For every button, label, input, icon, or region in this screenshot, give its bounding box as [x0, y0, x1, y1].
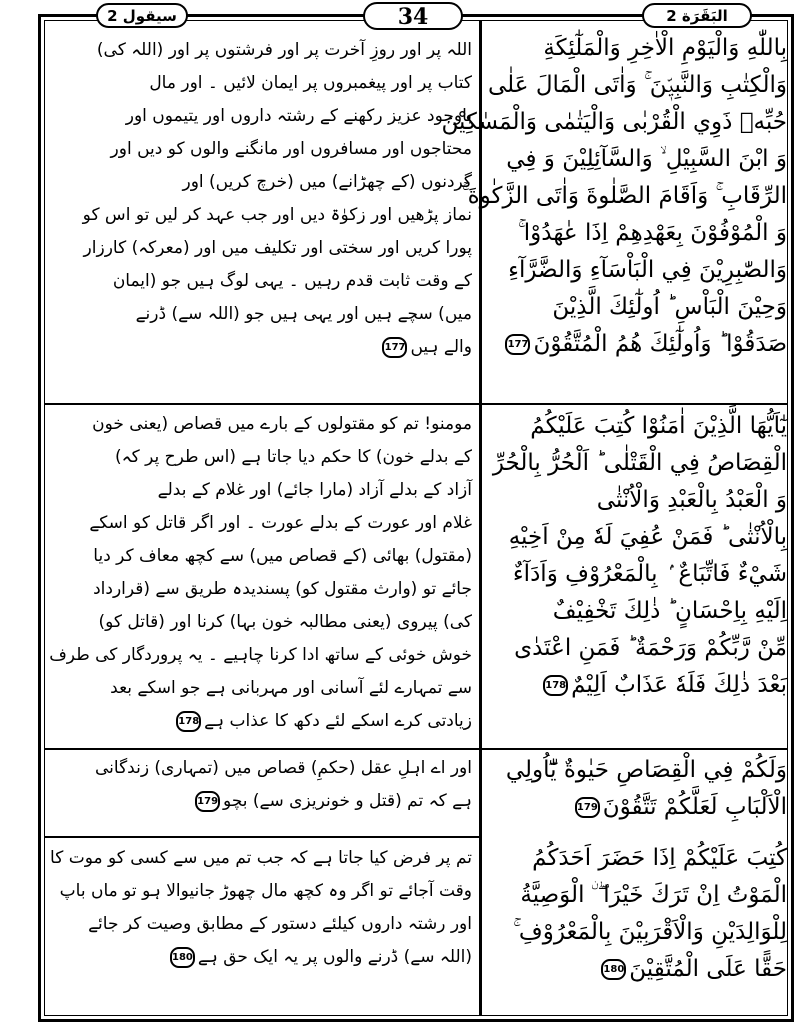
urdu-line: غلام اور عورت کے بدلے عورت ۔ اور اگر قاتل کو اسکے [89, 513, 472, 533]
arabic-line: وَ الْمُوْفُوْنَ بِعَهْدِهِمْ اِذَا عٰهَدُوْا ۚ [518, 220, 787, 246]
arabic-line: يٰٓاَيُّهَا الَّذِيْنَ اٰمَنُوْا كُتِبَ عَلَيْكُمُ [530, 413, 787, 439]
urdu-section-3 [50, 752, 472, 818]
arabic-line-last [487, 789, 787, 826]
arabic-line: الْمَوْتُ اِنْ تَرَكَ خَيْرَا ۖ ۨ الْوَصِيَّةُ [520, 882, 787, 908]
urdu-text: (اللہ سے) ڈرنے والوں پر یہ ایک حق ہے [197, 947, 472, 967]
urdu-line: اور رشتہ داروں کیلئے دستور کے مطابق وصیت کر جائے [88, 914, 472, 934]
arabic-line: وَالصّٰبِرِيْنَ فِي الْبَاْسَآءِ وَالضَّرَّآءِ [508, 257, 787, 283]
urdu-line: میں) سچے ہیں اور یہی ہیں جو (اللہ سے) ڈرنے [135, 304, 472, 324]
urdu-line: گردنوں (کے چھڑانے) میں (خرچ کریں) اور [182, 172, 472, 192]
urdu-line: نماز پڑھیں اور زکوٰۃ دیں اور جب عہد کر لیں تو اس کو [82, 205, 472, 225]
urdu-line: اور اے اہلِ عقل (حکمِ) قصاص میں (تمہاری) زندگانی [94, 758, 472, 778]
arabic-text: صَدَقُوْا ؕ وَاُولٰٓئِكَ هُمُ الْمُتَّقُوْنَ [533, 331, 787, 357]
section-separator [44, 403, 788, 405]
urdu-line: محتاجوں اور مسافروں اور مانگنے والوں کو دیں اور [110, 139, 472, 159]
arabic-line: وَ ابْنَ السَّبِيْلِ ۙ وَالسَّآئِلِيْنَ وَ فِي [506, 146, 787, 172]
urdu-line: (مقتول) بھائی (کے قصاص میں) سے کچھ معاف کر دیا [93, 546, 472, 566]
ayah-number-marker: 178 [176, 711, 201, 732]
ayah-number-marker: 179 [575, 797, 600, 818]
arabic-line: شَيْءٌ فَاتِّبَاعٌ ۢ بِالْمَعْرُوْفِ وَاَدَآءٌ [512, 561, 787, 587]
arabic-section-2 [487, 408, 787, 704]
ayah-number-marker: 177 [382, 337, 407, 358]
arabic-section-3 [487, 752, 787, 826]
urdu-line: خوش خوئی کے ساتھ ادا کرنا چاہیے ۔ یہ پروردگار کی طرف [49, 645, 472, 665]
page-number: 34 [363, 2, 463, 30]
arabic-line: الرِّقَابِ ۚ وَاَقَامَ الصَّلٰوةَ وَاٰتَى الزَّكٰوةَ ۚ [461, 183, 787, 209]
arabic-section-4 [487, 840, 787, 988]
urdu-line: کی) پیروی (یعنی مطالبہ خون بہا) کرنا اور (قاتل کو) [98, 612, 472, 632]
arabic-text: بَعْدَ ذٰلِكَ فَلَهٗ عَذَابٌ اَلِيْمٌ [571, 672, 787, 698]
urdu-line-last [50, 331, 472, 364]
urdu-section-2 [50, 408, 472, 738]
surah-name-label: البَقَرَة 2 [642, 3, 752, 28]
urdu-line: کے وقت ثابت قدم رہیں ۔ یہی لوگ ہیں جو (ایمان [112, 271, 472, 291]
urdu-line: پورا کریں اور سختی اور تکلیف میں اور (معرکہ) کارزار [83, 238, 472, 258]
urdu-line-last [50, 705, 472, 738]
urdu-line: جائے تو (وارث مقتول کو) پسندیدہ طریق سے (قرارداد [93, 579, 472, 599]
ayah-number-marker: 179 [195, 791, 220, 812]
arabic-line-last [487, 951, 787, 988]
urdu-line: اللہ پر اور روزِ آخرت پر اور فرشتوں پر اور (اللہ کی) [96, 40, 472, 60]
urdu-section-1 [50, 34, 472, 364]
ayah-number-marker: 178 [543, 675, 568, 696]
arabic-line: وَلَكُمْ فِي الْقِصَاصِ حَيٰوةٌ يّٰٓاُولِي [505, 757, 787, 783]
arabic-line: بِالْاُنْثٰى ؕ فَمَنْ عُفِيَ لَهٗ مِنْ اَخِيْهِ [508, 524, 787, 550]
urdu-line-last [50, 941, 472, 974]
urdu-text: زیادتی کرے اسکے لئے دکھ کا عذاب ہے [204, 711, 472, 731]
para-name-label: سیقول 2 [96, 3, 188, 28]
arabic-line: وَحِيْنَ الْبَاْسِ ؕ اُولٰٓئِكَ الَّذِيْنَ [552, 294, 787, 320]
urdu-text: والے ہیں [410, 337, 472, 357]
arabic-line: وَ الْعَبْدُ بِالْعَبْدِ وَالْاُنْثٰى [596, 487, 787, 513]
column-divider [479, 20, 482, 1016]
urdu-line: تم پر فرض کیا جاتا ہے کہ جب تم میں سے کسی کو موت کا [50, 848, 472, 868]
arabic-line: حُبِّهٖ ذَوِي الْقُرْبٰى وَالْيَتٰمٰى وَالْمَسٰكِيْنَ [441, 109, 787, 135]
ayah-number-marker: 180 [170, 947, 195, 968]
ayah-number-marker: 177 [505, 334, 530, 355]
urdu-section-4 [50, 842, 472, 974]
arabic-line: كُتِبَ عَلَيْكُمْ اِذَا حَضَرَ اَحَدَكُمُ [532, 845, 787, 871]
arabic-line: لِلْوَالِدَيْنِ وَالْاَقْرَبِيْنَ بِالْمَعْرُوْفِ ۚ [513, 919, 787, 945]
urdu-line: سے تمہارے لئے آسانی اور مہربانی ہے جو اسکے بعد [110, 678, 472, 698]
urdu-line-last [50, 785, 472, 818]
urdu-line: آزاد کے بدلے آزاد (مارا جائے) اور غلام کے بدلے [157, 480, 472, 500]
arabic-line: وَالْكِتٰبِ وَالنَّبِيّٖنَ ۚ وَاٰتَى الْمَالَ عَلٰى [488, 72, 787, 98]
arabic-line: بِاللّٰهِ وَالْيَوْمِ الْاٰخِرِ وَالْمَلٰٓئِكَةِ [543, 35, 787, 61]
urdu-line: باوجود عزیز رکھنے کے رشتہ داروں اور یتیموں اور [125, 106, 472, 126]
urdu-text: ہے کہ تم (قتل و خونریزی سے) بچو [223, 791, 472, 811]
urdu-line: وقت آجائے تو اگر وہ کچھ مال چھوڑ جانیوالا ہو تو ماں باپ [59, 881, 472, 901]
arabic-line: الْقِصَاصُ فِي الْقَتْلٰى ؕ اَلْحُرُّ بِالْحُرِّ [492, 450, 787, 476]
ayah-number-marker: 180 [601, 959, 626, 980]
section-separator [44, 836, 479, 838]
arabic-line-last [487, 667, 787, 704]
arabic-line-last [487, 326, 787, 363]
arabic-line: مِّنْ رَّبِّكُمْ وَرَحْمَةٌ ؕ فَمَنِ اعْتَدٰى [514, 635, 787, 661]
urdu-line: کے بدلے خون) کا حکم دیا جاتا ہے (اس طرح پر کہ) [115, 447, 472, 467]
arabic-text: الْاَلْبَابِ لَعَلَّكُمْ تَتَّقُوْنَ [602, 794, 787, 820]
urdu-line: مومنو! تم کو مقتولوں کے بارے میں قصاص (یعنی خون [92, 414, 472, 434]
urdu-line: کتاب پر اور پیغمبروں پر ایمان لائیں ۔ اور مال [149, 73, 472, 93]
section-separator [44, 748, 788, 750]
arabic-text: حَقًّا عَلَى الْمُتَّقِيْنَ [629, 956, 787, 982]
arabic-line: اِلَيْهِ بِاِحْسَانٍ ؕ ذٰلِكَ تَخْفِيْفٌ [552, 598, 787, 624]
